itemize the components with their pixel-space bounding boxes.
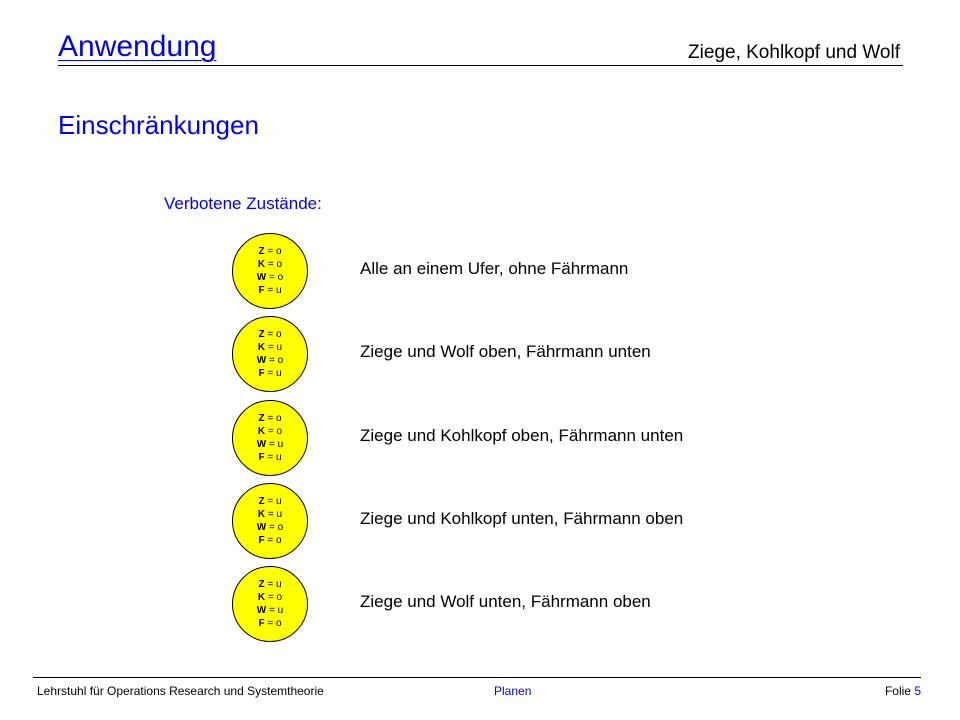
state-assignment: [258, 425, 282, 438]
state-value: = u: [269, 605, 284, 616]
state-assignment: [257, 604, 283, 617]
state-circle: [232, 233, 308, 309]
footer-slide-prefix: Folie: [884, 684, 911, 698]
state-value: = o: [267, 246, 282, 257]
state-assignment: [258, 534, 281, 547]
header-divider: [58, 65, 903, 66]
state-variable: Z: [258, 329, 265, 340]
state-value: = u: [267, 496, 282, 507]
state-value: = o: [267, 618, 282, 629]
state-assignment: [258, 451, 281, 464]
state-assignment: [258, 578, 281, 591]
state-assignment: [258, 495, 281, 508]
state-assignment: [258, 245, 281, 258]
state-row: [232, 400, 792, 476]
state-value: = o: [267, 426, 283, 437]
state-variable: W: [256, 605, 267, 616]
state-value: = o: [267, 329, 282, 340]
state-description: Ziege und Kohlkopf oben, Fährmann unten: [360, 426, 684, 445]
state-description: Ziege und Wolf oben, Fährmann unten: [360, 342, 651, 361]
state-assignment: [257, 354, 283, 367]
section-heading: Einschränkungen: [58, 110, 259, 140]
state-value: = o: [267, 592, 283, 603]
slide-title: Anwendung: [58, 30, 217, 63]
state-assignment: [258, 617, 281, 630]
state-description: Ziege und Kohlkopf unten, Fährmann oben: [360, 509, 684, 528]
forbidden-states-label: Verbotene Zustände:: [164, 194, 322, 213]
state-value: = o: [267, 535, 282, 546]
state-value: = u: [267, 342, 283, 353]
state-variable: Z: [258, 413, 265, 424]
state-variable: W: [256, 522, 267, 533]
state-value: = u: [267, 509, 283, 520]
state-description: Ziege und Wolf unten, Fährmann oben: [360, 592, 651, 611]
state-value: = u: [269, 439, 284, 450]
state-variable: K: [257, 509, 266, 520]
state-value: = u: [267, 368, 282, 379]
footer-institution: Lehrstuhl für Operations Research und Systemtheorie: [37, 684, 324, 698]
state-circle: [232, 566, 308, 642]
state-value: = o: [267, 413, 282, 424]
state-assignment: [257, 271, 283, 284]
state-description: Alle an einem Ufer, ohne Fährmann: [360, 259, 629, 278]
state-assignment: [258, 284, 281, 297]
state-assignment: [258, 412, 281, 425]
state-assignment: [257, 521, 283, 534]
state-variable: W: [256, 439, 267, 450]
state-variable: F: [258, 452, 265, 463]
state-variable: Z: [258, 579, 265, 590]
state-variable: F: [258, 285, 265, 296]
state-assignment: [258, 508, 282, 521]
state-row: [232, 233, 792, 309]
state-assignment: [258, 328, 281, 341]
state-assignment: [258, 341, 282, 354]
state-assignment: [258, 367, 281, 380]
state-value: = o: [269, 355, 284, 366]
state-value: = o: [267, 259, 283, 270]
state-value: = u: [267, 285, 282, 296]
state-value: = o: [269, 272, 284, 283]
state-variable: Z: [258, 246, 265, 257]
state-circle: [232, 316, 308, 392]
state-variable: F: [258, 618, 265, 629]
state-assignment: [257, 438, 283, 451]
footer-page-number: 5: [914, 684, 921, 698]
state-variable: K: [257, 259, 266, 270]
state-variable: Z: [258, 496, 265, 507]
footer-topic-link[interactable]: Planen: [494, 684, 532, 698]
state-variable: K: [257, 592, 266, 603]
state-row: [232, 566, 792, 642]
state-value: = u: [267, 452, 282, 463]
state-variable: W: [256, 272, 267, 283]
slide-subtitle: Ziege, Kohlkopf und Wolf: [688, 42, 900, 63]
state-value: = o: [269, 522, 284, 533]
state-assignment: [258, 591, 282, 604]
state-variable: K: [257, 342, 266, 353]
state-assignment: [258, 258, 282, 271]
state-row: [232, 483, 792, 559]
state-circle: [232, 483, 308, 559]
state-circle: [232, 400, 308, 476]
state-variable: F: [258, 368, 265, 379]
state-variable: K: [257, 426, 266, 437]
state-variable: F: [258, 535, 265, 546]
state-value: = u: [267, 579, 282, 590]
state-variable: W: [256, 355, 267, 366]
footer-divider: [33, 677, 921, 678]
footer-slide-number: [885, 684, 921, 698]
state-row: [232, 316, 792, 392]
